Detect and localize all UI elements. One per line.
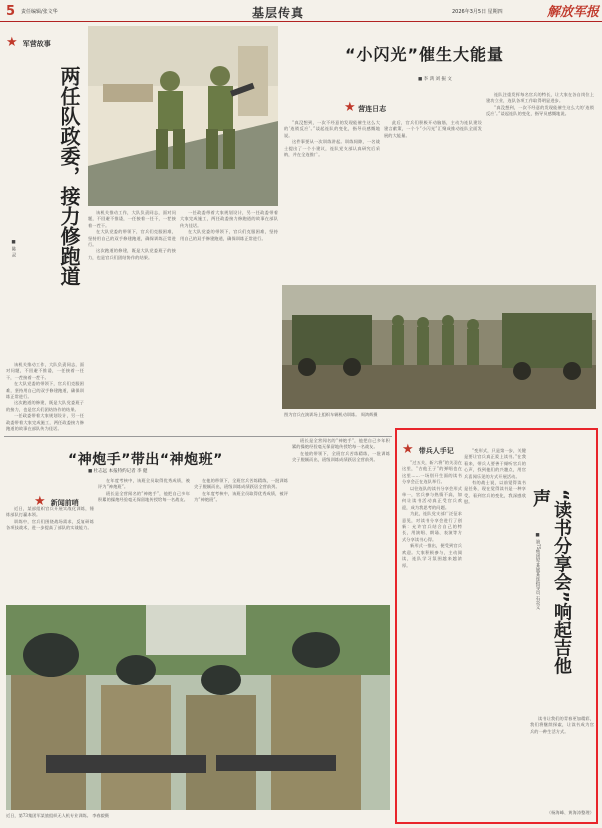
lead-story-byline: ■ 李 鸿 刘 振 文 <box>418 77 452 82</box>
drone-photo-caption: 近日，第73集团军某旅组织无人机专业训练。 李春毅摄 <box>6 813 109 818</box>
camp-diary-label <box>344 100 386 115</box>
leader-notes-headline: “读书分享会”响起吉他声 <box>530 489 572 675</box>
paragraph: 近日，某部组织官兵开展实战化训练，锤炼部队打赢本领。 <box>6 506 94 518</box>
lead-story-headline: “小闪光”催生大能量 <box>345 45 505 64</box>
paragraph: 该机关推动工作，大队负责同志，面对问题，不回避不推诿，一任接着一任干，一茬接着一茬干。 <box>6 362 84 380</box>
paragraph: 在大队党委的带领下，官兵们克服困难，坚持用自己的双手修建跑道，确保训练正常进行。 <box>180 229 278 241</box>
paragraph: 新形式一推出，便受到官兵欢迎。大家积极参与，主动阅读，连队学习氛围越来越浓厚。 <box>402 543 462 568</box>
leader-notes-body-col1 <box>402 460 462 815</box>
lead-story-body-col2 <box>384 120 482 280</box>
paragraph: 在年度考核中，该班全员取得优秀成绩，被评为“神炮班”。 <box>194 490 288 503</box>
leader-notes-body-col2 <box>464 448 526 816</box>
shooter-story-body-col3 <box>292 438 390 618</box>
paragraph: 在大队党委的带领下，官兵们克服困难，坚持用自己的双手修建跑道，确保训练正常进行。 <box>88 229 176 248</box>
paragraph: 为此，连队党支部广泛征求意见，对读书分享会进行了创新：允许官兵结合自己的特长，用演唱、朗诵、表演等方式分享读书心得。 <box>402 511 462 542</box>
military-story-body-continued <box>88 210 176 435</box>
military-story-body <box>6 362 84 444</box>
leader-notes-closing: （杨海峰、黄海涛整理） <box>546 810 594 815</box>
shooter-story-headline: “神炮手”带出“神炮班” <box>68 452 223 468</box>
star-icon: ★ <box>6 35 18 50</box>
paragraph: 这次跑道的修建，既是大队党委班子的接力，也是官兵们团结协作的结果。 <box>88 248 176 260</box>
lead-story-body-col1 <box>284 120 380 280</box>
leader-notes-label-text: 带兵人手记 <box>418 447 454 455</box>
military-story-label <box>6 31 51 50</box>
lead-story-photo <box>282 285 596 409</box>
drone-training-photo <box>6 605 390 810</box>
star-icon: ★ <box>344 100 356 115</box>
newspaper-masthead: 解放军报 <box>547 5 600 20</box>
news-flash-label-text: 新闻前哨 <box>50 499 79 507</box>
page-editors: 责任编辑/张文华 <box>21 9 58 15</box>
paragraph: 在他的带领下，全班官兵苦练精练，一批训练尖子脱颖而出，班级训练成绩跃居全营前列。 <box>194 478 288 490</box>
paragraph: “真没想到，一次不经意的发现能催生这么大的‘连锁反应’。”谈起连队的变化，指导员感慨地说。 <box>486 104 594 117</box>
paragraph: 此后，官兵们积极开动脑筋，主动为连队建设建言献策，一个个“小闪光”汇聚成推动连队全面发展的大能量。 <box>384 120 482 138</box>
comic-illustration <box>88 26 278 206</box>
lead-photo-caption: 图为官兵在演训场上组织车辆机动训练。 周鸿辉摄 <box>284 412 378 417</box>
star-icon: ★ <box>34 494 46 509</box>
military-story-author: ■ 陈 灵 <box>11 240 16 257</box>
military-story-headline: 两任队政委，接力修跑道 <box>57 66 81 286</box>
paragraph: 在大队党委的带领下，官兵们克服困难，坚持用自己的双手修建跑道，确保训练正常进行。 <box>6 381 84 400</box>
star-icon: ★ <box>402 442 414 457</box>
military-story-label-text: 军营故事 <box>22 40 51 48</box>
paragraph: 一任政委带着大家规划设计，另一任政委带着大家完成施工，两任政委接力修跑道的故事在部队传为佳话。 <box>6 413 84 432</box>
paragraph: 在年度考核中，该班全员取得优秀成绩，被评为“神炮班”。 <box>98 478 190 490</box>
paragraph: 这次跑道的修建，既是大队党委班子的接力，也是官兵们团结协作的结果。 <box>6 400 84 412</box>
military-story-body-column3 <box>180 210 278 435</box>
paragraph: 有的战士说，以前觉得读书是任务，现在觉得读书是一种享受。看到官兵的变化，我深感欣慰。 <box>464 480 526 505</box>
paragraph: 班长是全营闻名的“神炮手”，他把自己多年积累的操炮经验毫无保留地传授给每一名战友。 <box>292 438 390 450</box>
leader-notes-byline: ■ 第75集团军某旅某连指导员 石炎义 <box>535 533 540 610</box>
paragraph: 连队注重发挥每名官兵的特长，让大家在各自岗位上建功立业，连队各项工作取得明显进步。 <box>486 92 594 104</box>
paragraph: 这件事要从一次训练讲起。训练间隙，一名战士提出了一个小建议，连队党支部认真研究后采纳，并在全连推广。 <box>284 139 380 158</box>
page-section-title: 基层传真 <box>252 6 305 20</box>
paragraph: 班长是全营闻名的“神炮手”，他把自己多年积累的操炮经验毫无保留地传授给每一名战友。 <box>98 490 190 503</box>
paragraph: 训练中，官兵们围绕战场需求，反复研练各项技战术，进一步提高了部队的实战能力。 <box>6 518 94 531</box>
leader-notes-body-col3 <box>530 716 594 810</box>
section-divider <box>4 436 392 437</box>
lead-story-body-col3 <box>486 92 594 282</box>
page-date: 2026年3月5日 星期四 <box>452 9 503 15</box>
leader-notes-label <box>402 438 454 457</box>
camp-diary-label-text: 营连日志 <box>358 105 387 113</box>
paragraph: 在他的带领下，全班官兵苦练精练，一批训练尖子脱颖而出，班级训练成绩跃居全营前列。 <box>292 450 390 463</box>
paragraph: 以往连队的读书分享会形式单一，官兵参与热情不高，如何让读书活动真正受官兵欢迎，成为我思考的问题。 <box>402 485 462 510</box>
paragraph: “真没想到，一次不经意的发现能催生这么大的‘连锁反应’。”谈起连队的变化，指导员感慨地说。 <box>284 120 380 138</box>
paragraph: “变形式，只是第一步，关键是要让官兵真正爱上读书。”在我看来，带兵人要善于倾听官兵的心声，找到他们的兴趣点，用官兵喜闻乐见的方式开展活动。 <box>464 448 526 479</box>
paragraph: 读书让我们的青春更加精彩，我们将继续探索，让读书成为官兵的一种生活方式。 <box>530 716 594 734</box>
shooter-story-body-col1 <box>98 478 190 618</box>
page-number: 5 <box>6 4 16 19</box>
shooter-story-byline: ■ 杜志远 本报特约记者 李 健 <box>88 469 148 474</box>
shooter-story-body-col2 <box>194 478 288 618</box>
paragraph: 该机关推动工作，大队负责同志，面对问题，不回避不推诿，一任接着一任干，一茬接着一茬干。 <box>88 210 176 228</box>
paragraph: 一任政委带着大家规划设计，另一任政委带着大家完成施工，两任政委接力修跑道的故事在部队传为佳话。 <box>180 210 278 228</box>
paragraph: “过五关，斩六将”的关羽在这里，“吉他王子”的弹唱也在这里……一场别开生面的读书分享会正在连队举行。 <box>402 460 462 485</box>
